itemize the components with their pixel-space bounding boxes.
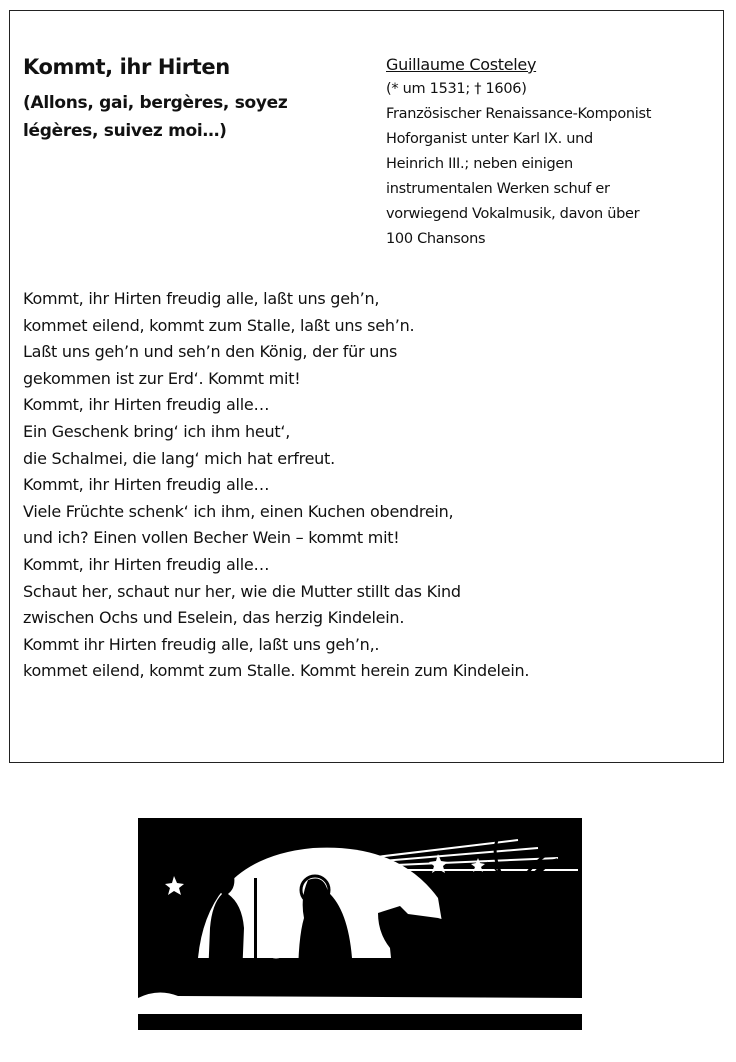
lyric-line: Kommt ihr Hirten freudig alle, laßt uns geh’n,. (23, 634, 380, 654)
song-title: Kommt, ihr Hirten (23, 55, 230, 79)
lyric-line: Kommt, ihr Hirten freudig alle… (23, 554, 270, 574)
composer-bio-line: Französischer Renaissance-Komponist (386, 106, 652, 122)
composer-info (386, 52, 726, 252)
bottom-band (138, 1014, 582, 1030)
lyric-line: kommet eilend, kommt zum Stalle, laßt uns seh’n. (23, 315, 415, 335)
lyric-line: die Schalmei, die lang‘ mich hat erfreut. (23, 448, 335, 468)
manger (250, 958, 316, 990)
lyric-line: und ich? Einen vollen Becher Wein – kommt mit! (23, 528, 400, 548)
lyric-line: Schaut her, schaut nur her, wie die Mutter stillt das Kind (23, 581, 461, 601)
composer-bio-line: instrumentalen Werken schuf er (386, 181, 610, 197)
lyric-line: kommet eilend, kommt zum Stalle. Kommt herein zum Kindelein. (23, 661, 530, 681)
lyric-line: Kommt, ihr Hirten freudig alle… (23, 475, 270, 495)
ground-silhouette (138, 968, 582, 998)
lyric-line: Viele Früchte schenk‘ ich ihm, einen Kuchen obendrein, (23, 501, 454, 521)
song-subtitle: (Allons, gai, bergères, soyez légères, suivez moi…) (23, 93, 288, 141)
lyrics-block (23, 286, 713, 685)
lyric-line: Ein Geschenk bring‘ ich ihm heut‘, (23, 421, 291, 441)
composer-dates: (* um 1531; † 1606) (386, 81, 527, 97)
composer-name: Guillaume Costeley (386, 55, 537, 74)
lyric-line: Kommt, ihr Hirten freudig alle, laßt uns geh’n, (23, 289, 380, 308)
lyric-line: Kommt, ihr Hirten freudig alle… (23, 395, 270, 415)
composer-bio-line: 100 Chansons (386, 231, 486, 247)
lyric-line: gekommen ist zur Erd‘. Kommt mit! (23, 368, 301, 388)
top-band (138, 818, 582, 834)
lyric-line: zwischen Ochs und Eselein, das herzig Kindelein. (23, 608, 405, 628)
composer-bio-line: Heinrich III.; neben einigen (386, 156, 573, 172)
nativity-silhouette-image (138, 818, 582, 1030)
composer-bio-line: Hoforganist unter Karl IX. und (386, 131, 593, 147)
lyric-line: Laßt uns geh’n und seh’n den König, der für uns (23, 342, 398, 362)
composer-bio-line: vorwiegend Vokalmusik, davon über (386, 206, 640, 222)
